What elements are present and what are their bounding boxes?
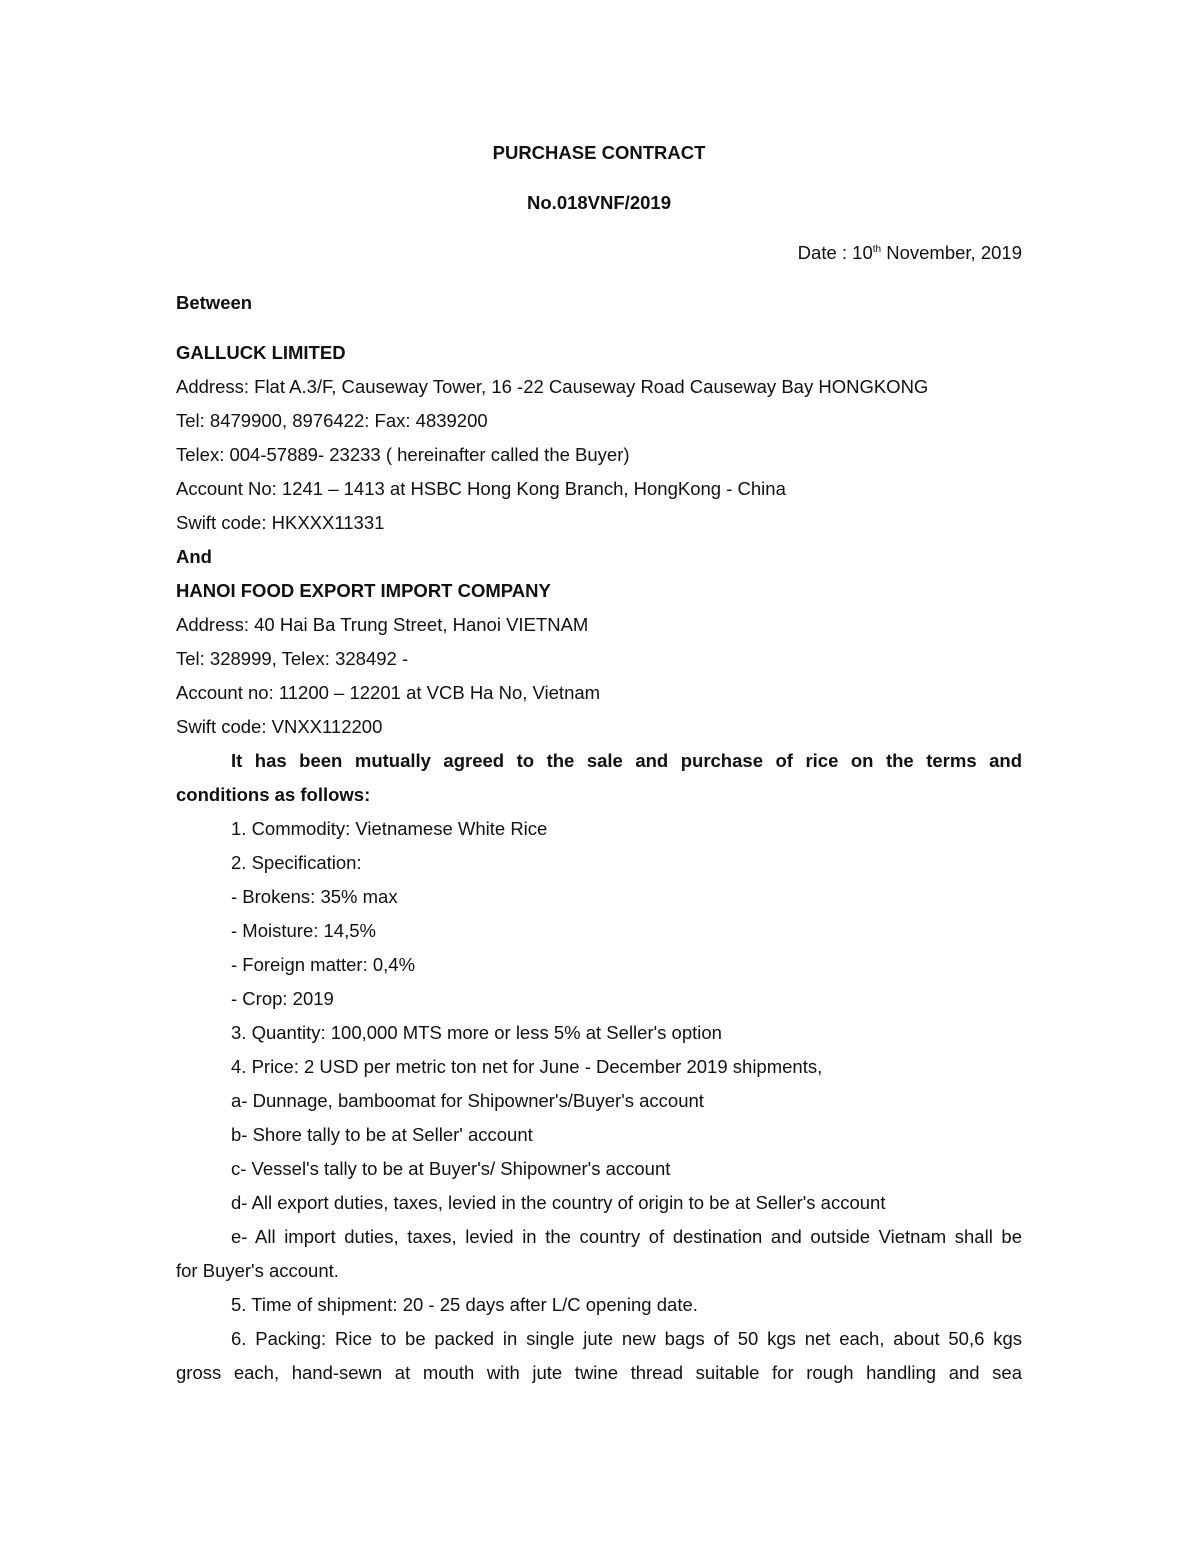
price-item-e-line-1: e- All import duties, taxes, levied in the country of destination and outside Vietnam shall be: [231, 1226, 1022, 1247]
term-specification: 2. Specification:: [231, 852, 362, 873]
term-quantity: 3. Quantity: 100,000 MTS more or less 5% at Seller's option: [231, 1022, 722, 1043]
price-item: b- Shore tally to be at Seller' account: [231, 1124, 533, 1145]
contract-body: [176, 136, 1022, 1390]
seller-section: [176, 574, 1022, 744]
buyer-name: GALLUCK LIMITED: [176, 342, 346, 363]
buyer-swift: Swift code: HKXXX11331: [176, 512, 385, 533]
date-superscript: th: [872, 244, 882, 255]
and-label: And: [176, 546, 212, 567]
buyer-tel: Tel: 8479900, 8976422: Fax: 4839200: [176, 410, 488, 431]
agreement-statement-line-2: conditions as follows:: [176, 784, 371, 805]
seller-swift: Swift code: VNXX112200: [176, 716, 383, 737]
agreement-statement-line-1: It has been mutually agreed to the sale and purchase of rice on the terms and: [231, 750, 1022, 771]
seller-name: HANOI FOOD EXPORT IMPORT COMPANY: [176, 580, 551, 601]
seller-tel: Tel: 328999, Telex: 328492 -: [176, 648, 409, 669]
term-packing-line-1: 6. Packing: Rice to be packed in single jute new bags of 50 kgs net each, about 50,6 kgs: [231, 1328, 1022, 1349]
date-prefix: Date : 10: [797, 242, 873, 263]
seller-account: Account no: 11200 – 12201 at VCB Ha No, Vietnam: [176, 682, 601, 703]
price-item: c- Vessel's tally to be at Buyer's/ Shipowner's account: [231, 1158, 671, 1179]
price-item: d- All export duties, taxes, levied in the country of origin to be at Seller's account: [231, 1192, 886, 1213]
price-item: a- Dunnage, bamboomat for Shipowner's/Buyer's account: [231, 1090, 704, 1111]
spec-item: - Moisture: 14,5%: [231, 920, 376, 941]
term-commodity: 1. Commodity: Vietnamese White Rice: [231, 818, 548, 839]
term-price: 4. Price: 2 USD per metric ton net for June - December 2019 shipments,: [231, 1056, 823, 1077]
buyer-telex: Telex: 004-57889- 23233 ( hereinafter called the Buyer): [176, 444, 630, 465]
spec-item: - Brokens: 35% max: [231, 886, 398, 907]
price-item-e-line-2: for Buyer's account.: [176, 1260, 339, 1281]
term-packing-line-2: gross each, hand-sewn at mouth with jute twine thread suitable for rough handling and sea: [176, 1362, 1022, 1383]
between-label: Between: [176, 292, 253, 313]
term-shipment: 5. Time of shipment: 20 - 25 days after L/C opening date.: [231, 1294, 698, 1315]
contract-date: [176, 236, 1022, 270]
seller-address: Address: 40 Hai Ba Trung Street, Hanoi VIETNAM: [176, 614, 589, 635]
date-suffix: November, 2019: [881, 242, 1022, 263]
contract-terms: [176, 812, 1022, 1390]
contract-number: No.018VNF/2019: [527, 192, 671, 213]
spec-item: - Crop: 2019: [231, 988, 334, 1009]
document-title: PURCHASE CONTRACT: [492, 142, 706, 163]
buyer-section: [176, 336, 1022, 540]
spec-item: - Foreign matter: 0,4%: [231, 954, 416, 975]
buyer-address: Address: Flat A.3/F, Causeway Tower, 16 -22 Causeway Road Causeway Bay HONGKONG: [176, 376, 929, 397]
buyer-account: Account No: 1241 – 1413 at HSBC Hong Kong Branch, HongKong - China: [176, 478, 786, 499]
